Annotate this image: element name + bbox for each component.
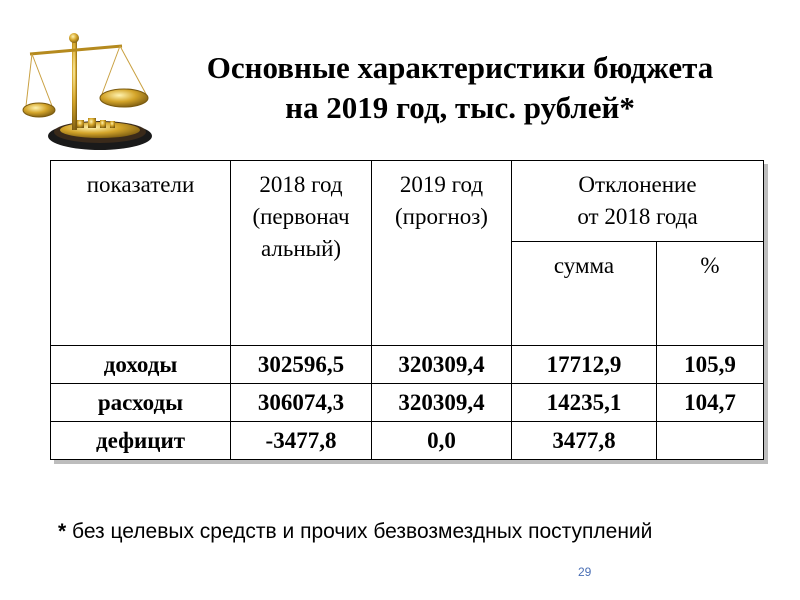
scales-of-justice-icon (22, 28, 162, 153)
budget-table (50, 160, 764, 460)
header-percent: % (657, 242, 764, 346)
cell-sum: 17712,9 (512, 346, 657, 384)
cell-percent: 104,7 (657, 384, 764, 422)
header-sum: сумма (512, 242, 657, 346)
title-line-1: Основные характеристики бюджета (206, 50, 714, 85)
cell-sum: 14235,1 (512, 384, 657, 422)
cell-2018: 306074,3 (231, 384, 372, 422)
row-label: дефицит (51, 422, 231, 460)
page-number: 29 (578, 565, 592, 579)
header-row (51, 161, 764, 242)
table-row-expenses (51, 384, 764, 422)
cell-sum: 3477,8 (512, 422, 657, 460)
header-indicators: показатели (51, 161, 231, 346)
header-2019: 2019 год (прогноз) (372, 161, 512, 346)
footnote-marker: * (58, 520, 67, 543)
table-row-income (51, 346, 764, 384)
title-line-2: на 2019 год, тыс. рублей* (285, 90, 635, 125)
cell-percent (657, 422, 764, 460)
cell-2019: 0,0 (372, 422, 512, 460)
header-2018: 2018 год (первонач альный) (231, 161, 372, 346)
cell-percent: 105,9 (657, 346, 764, 384)
row-label: расходы (51, 384, 231, 422)
cell-2019: 320309,4 (372, 384, 512, 422)
cell-2018: 302596,5 (231, 346, 372, 384)
footnote-text: без целевых средств и прочих безвозмездных поступлений (66, 520, 653, 543)
page-title (160, 48, 760, 128)
table-row-deficit (51, 422, 764, 460)
footnote (58, 520, 652, 544)
cell-2019: 320309,4 (372, 346, 512, 384)
row-label: доходы (51, 346, 231, 384)
header-deviation: Отклонение от 2018 года (512, 161, 764, 242)
cell-2018: -3477,8 (231, 422, 372, 460)
